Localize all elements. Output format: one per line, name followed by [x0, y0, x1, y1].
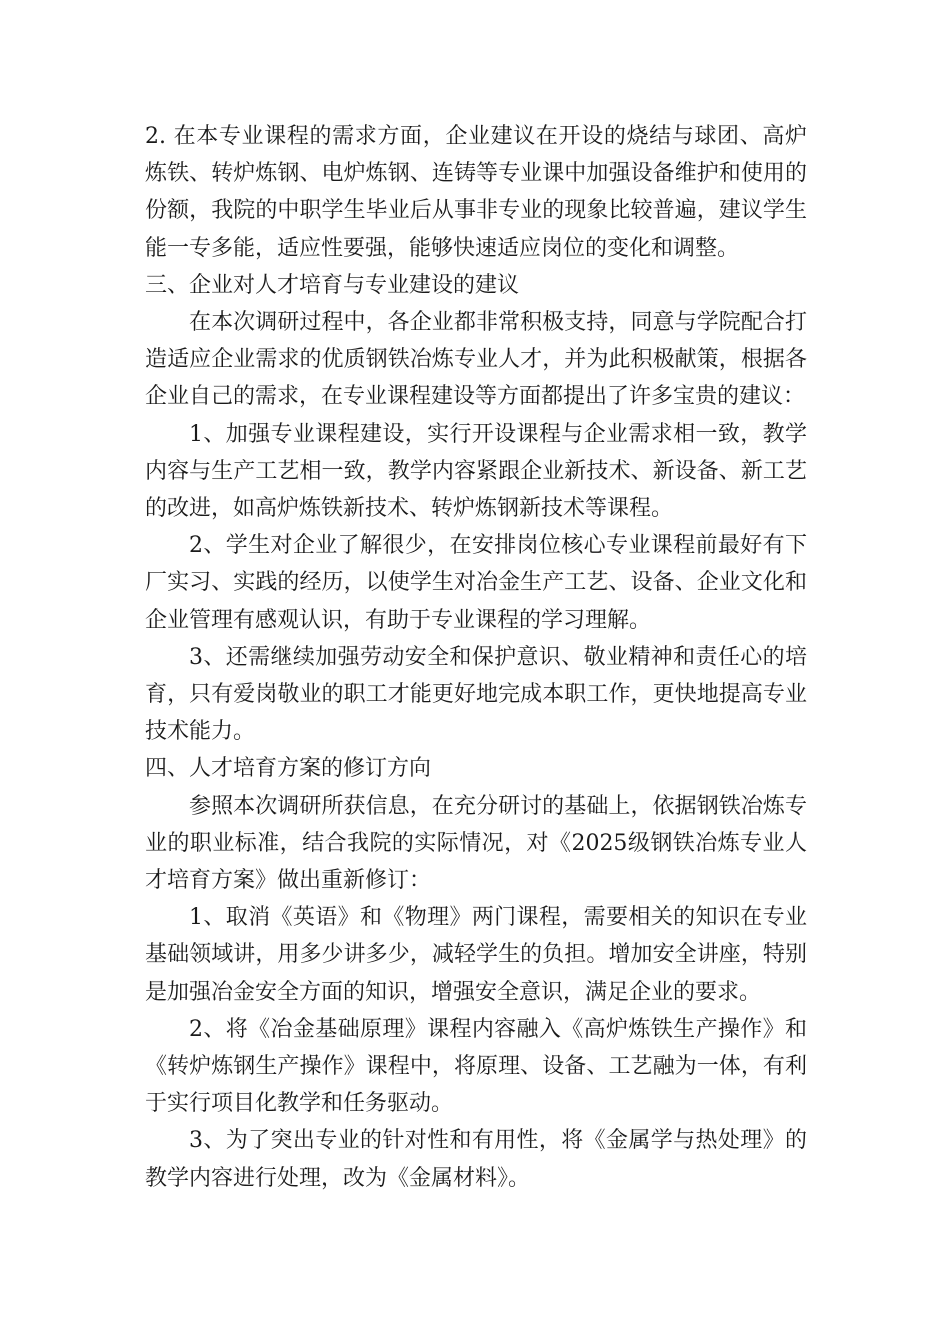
paragraph-suggestion-2: 2、学生对企业了解很少，在安排岗位核心专业课程前最好有下厂实习、实践的经历，以使学生对冶金生产工艺、设备、企业文化和企业管理有感观认识，有助于专业课程的学习理解。 [145, 533, 807, 633]
section-heading-3: 三、企业对人才培育与专业建设的建议 [145, 272, 520, 298]
paragraph-revision-intro: 参照本次调研所获信息，在充分研讨的基础上，依据钢铁冶炼专业的职业标准，结合我院的实际情况，对《2025级钢铁冶炼专业人才培育方案》做出重新修订： [145, 793, 807, 894]
paragraph-revision-2: 2、将《冶金基础原理》课程内容融入《高炉炼铁生产操作》和《转炉炼钢生产操作》课程中，将原理、设备、工艺融为一体，有利于实行项目化教学和任务驱动。 [145, 1016, 807, 1117]
paragraph-revision-1: 1、取消《英语》和《物理》两门课程，需要相关的知识在专业基础领域讲，用多少讲多少，减轻学生的负担。增加安全讲座，特别是加强冶金安全方面的知识，增强安全意识，满足企业的要求。 [145, 905, 807, 1005]
paragraph-survey-intro: 在本次调研过程中，各企业都非常积极支持，同意与学院配合打造适应企业需求的优质钢铁冶炼专业人才，并为此积极献策，根据各企业自己的需求，在专业课程建设等方面都提出了许多宝贵的建议： [145, 310, 807, 410]
paragraph-suggestion-1: 1、加强专业课程建设，实行开设课程与企业需求相一致，教学内容与生产工艺相一致，教学内容紧跟企业新技术、新设备、新工艺的改进，如高炉炼铁新技术、转炉炼钢新技术等课程。 [145, 421, 807, 522]
document-body [145, 118, 807, 1197]
section-heading-4: 四、人才培育方案的修订方向 [145, 756, 432, 782]
paragraph-course-demand: 2. 在本专业课程的需求方面，企业建议在开设的烧结与球团、高炉炼铁、转炉炼钢、电炉炼钢、连铸等专业课中加强设备维护和使用的份额，我院的中职学生毕业后从事非专业的现象比较普遍，建议学生能一专多能，适应性要强，能够快速适应岗位的变化和调整。 [145, 124, 807, 261]
paragraph-suggestion-3: 3、还需继续加强劳动安全和保护意识、敬业精神和责任心的培育，只有爱岗敬业的职工才能更好地完成本职工作，更快地提高专业技术能力。 [145, 644, 807, 745]
paragraph-revision-3: 3、为了突出专业的针对性和有用性，将《金属学与热处理》的教学内容进行处理，改为《金属材料》。 [145, 1128, 807, 1191]
